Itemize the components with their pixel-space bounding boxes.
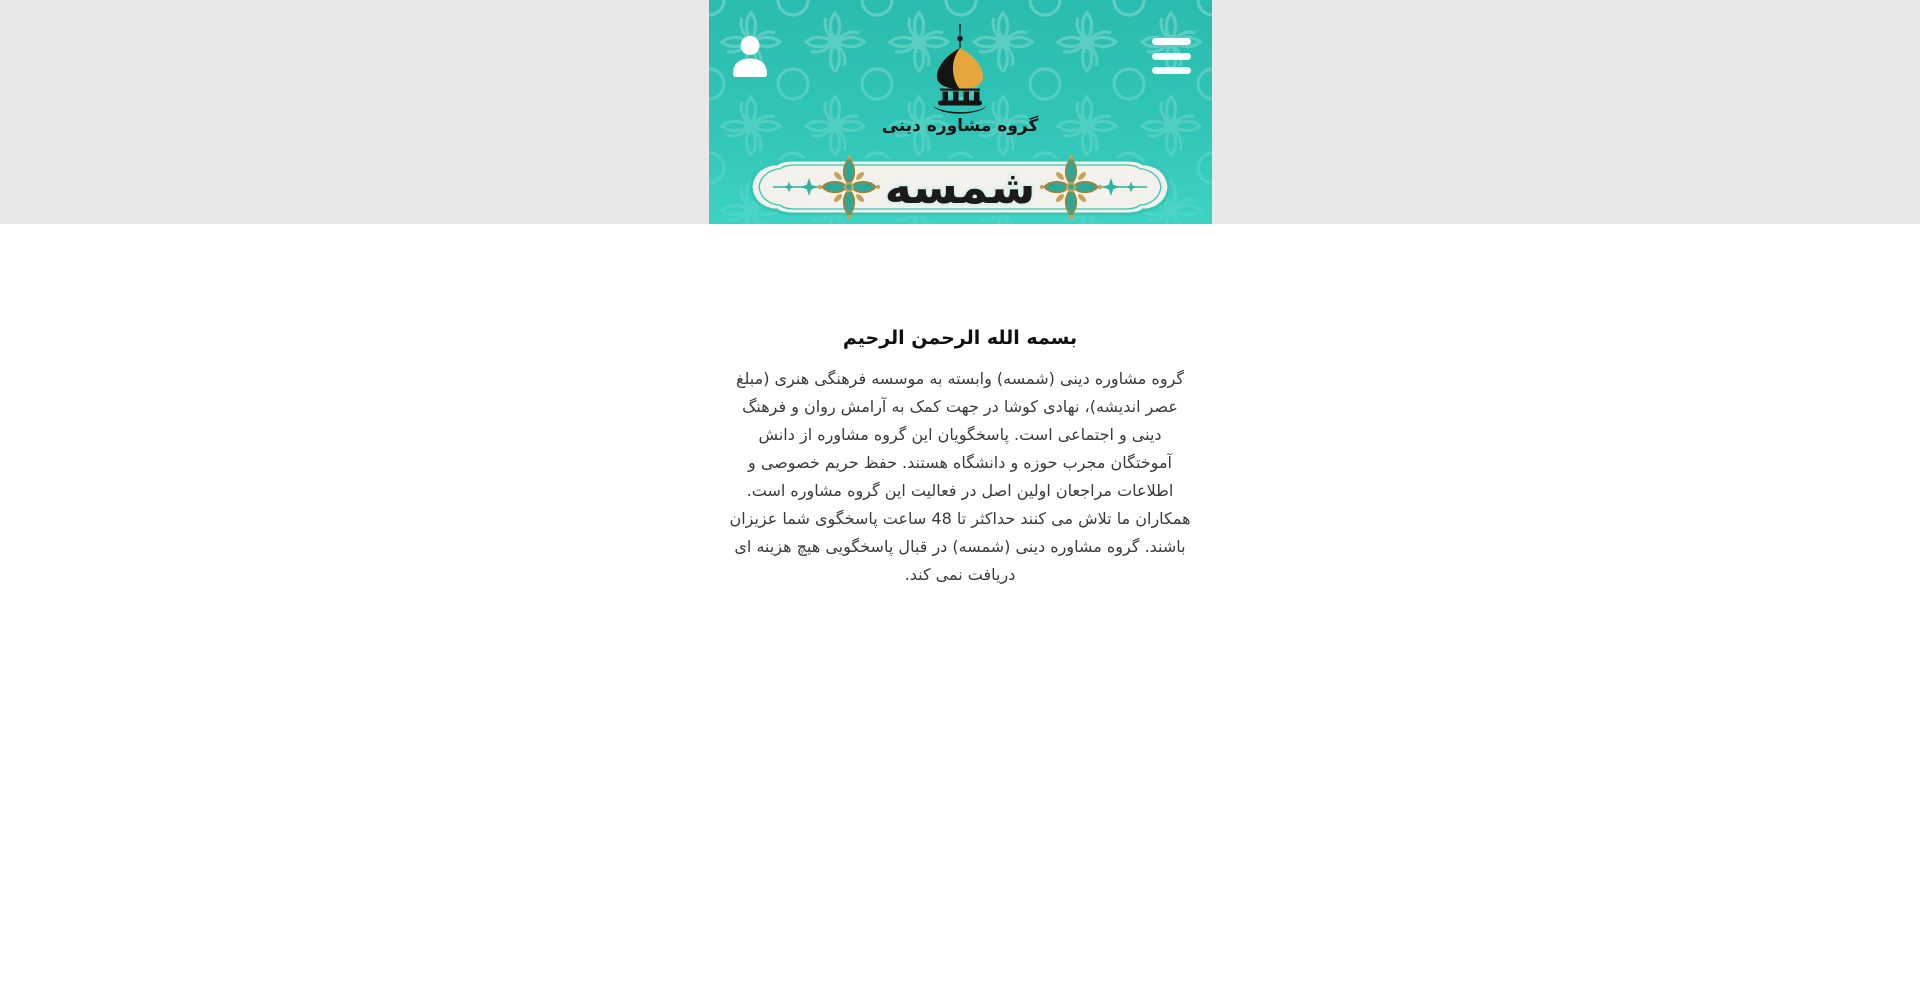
- about-paragraph: گروه مشاوره دینی (شمسه) وابسته به موسسه فرهنگی هنری (مبلغ عصر اندیشه)، نهادی کوشا در جهت کمک به آرامش روان و فرهنگ دینی و اجتماعی است. پاسخگویان این گروه مشاوره از دانش آموختگان مجرب حوزه و دانشگاه هستند. حفظ حریم خصوصی و اطلاعات مراجعان اولین اصل در فعالیت این گروه مشاوره است. همکاران ما تلاش می کنند حداکثر تا 48 ساعت پاسخگوی شما عزیزان باشند. گروه مشاوره دینی (شمسه) در قبال پاسخگویی هیچ هزینه ای دریافت نمی کند.: [729, 369, 1191, 584]
- main-content: [709, 224, 1212, 589]
- shamseh-banner: [747, 152, 1173, 222]
- profile-button[interactable]: [731, 35, 769, 78]
- hamburger-menu-icon: [1152, 38, 1191, 45]
- app-column: [709, 0, 1212, 993]
- menu-button[interactable]: [1152, 38, 1191, 74]
- app-header: [709, 0, 1212, 224]
- person-icon: [731, 35, 769, 78]
- hamburger-menu-icon: [1152, 67, 1191, 74]
- mosque-dome-logo: [920, 22, 1000, 114]
- brand-title: گروه مشاوره دینی: [881, 116, 1039, 136]
- banner-title: شمسه: [884, 160, 1036, 214]
- hamburger-menu-icon: [1152, 53, 1191, 60]
- shamseh-banner-cartouche: [747, 152, 1173, 222]
- bismillah-heading: بسمه الله الرحمن الرحیم: [842, 327, 1078, 349]
- mosque-dome-icon: [920, 22, 1000, 114]
